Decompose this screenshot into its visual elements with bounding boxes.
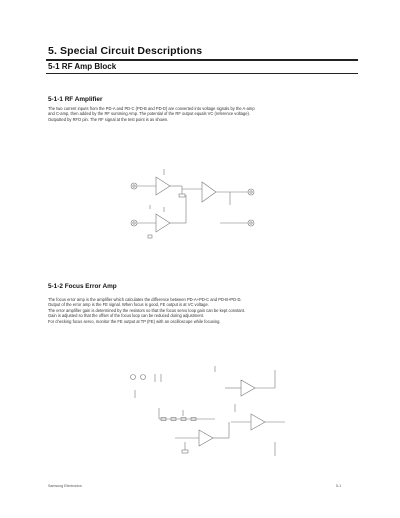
subsection-title-rf-amplifier: 5-1-1 RF Amplifier (48, 96, 103, 103)
focus-error-circuit-diagram (125, 360, 295, 460)
chapter-title: 5. Special Circuit Descriptions (48, 45, 203, 57)
pd-input-terminal-1 (131, 375, 136, 380)
summing-amp-symbol (202, 182, 216, 202)
paragraph-line: The focus error amp is the amplifier which calculates the difference between PD-A+PD-C and PD-B+PD-D. (48, 297, 242, 302)
rf-amp-circuit-diagram (120, 165, 270, 245)
title-rule (46, 59, 358, 61)
input-terminal-a (131, 183, 137, 189)
paragraph-line: and C-amp, then added by the RF summing Amp. The potential of the RF output equals VC (reference voltage). (48, 111, 250, 117)
vc-terminal (248, 220, 254, 226)
paragraph-line: Gain is adjusted so that the offset of the focus loop can be reduced during adjustment. (48, 313, 205, 319)
paragraph-line: The error amplifier gain is determined by the resistors so that the focus servo loop gain can be kept constant. (48, 307, 246, 313)
amp-c-symbol (156, 214, 170, 232)
subsection-title-focus-error-amp: 5-1-2 Focus Error Amp (48, 283, 117, 290)
upper-amp-symbol (241, 380, 255, 396)
footer-left: Samsung Electronics (48, 484, 82, 488)
paragraph-line: The two current inputs from the PD-A and PD-C (PD-B and PD-D) are converted into voltage signals by the A-amp (48, 106, 255, 111)
paragraph-line: For checking focus servo, monitor the FE output at TP (FE) with an oscilloscope while focusing. (48, 318, 221, 324)
rf-amplifier-paragraph (48, 106, 354, 122)
focus-error-paragraph (48, 297, 354, 324)
rf-output-terminal (248, 189, 254, 195)
amp-a-symbol (156, 177, 170, 195)
input-terminal-c (131, 220, 137, 226)
section-rule (46, 73, 358, 74)
paragraph-line: Outputted by RFO pin. The RF signal at the test point is as shown. (48, 116, 169, 122)
section-title: 5-1 RF Amp Block (48, 62, 117, 71)
right-amp-symbol (251, 414, 265, 430)
paragraph-line: Output of the error amp is the FE signal. When focus is good, FE output is at VC voltage. (48, 302, 209, 308)
pd-input-terminal-2 (141, 375, 146, 380)
page-number: 5-1 (336, 484, 342, 488)
focus-error-amp-symbol (199, 430, 213, 446)
